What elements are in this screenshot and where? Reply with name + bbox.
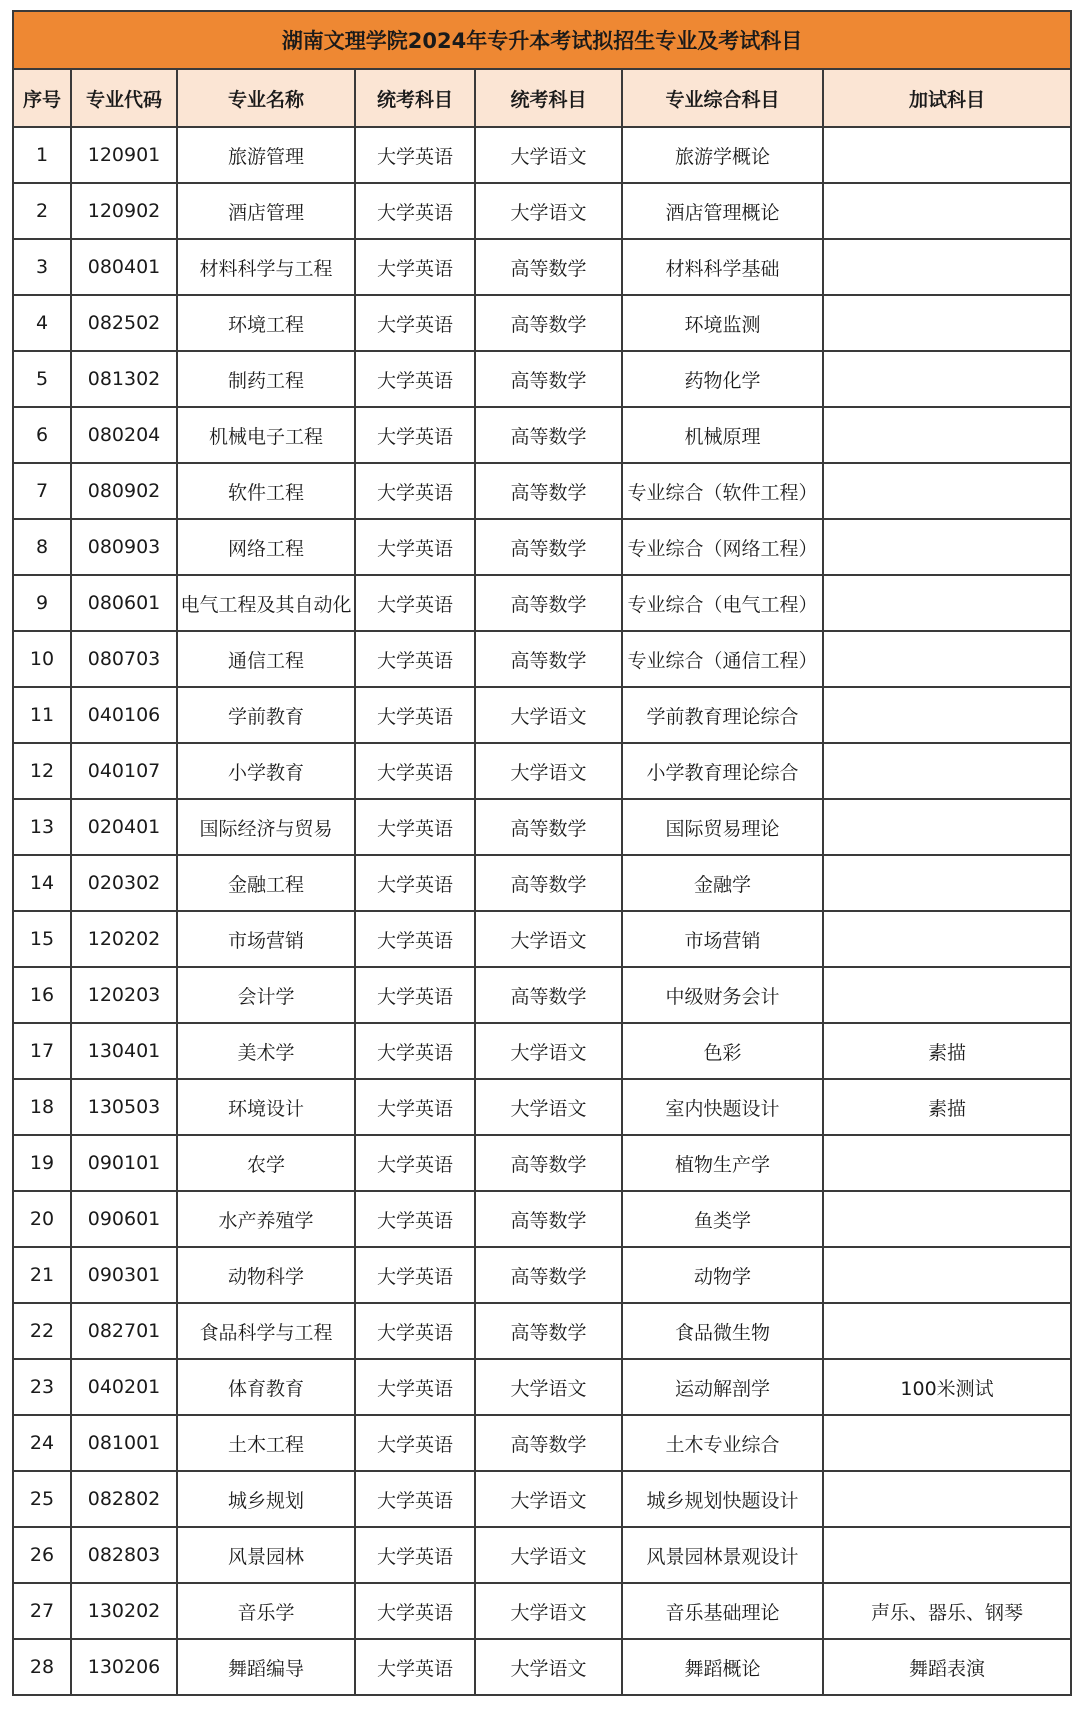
table-row [13,239,1071,295]
cell-major-name: 旅游管理 [177,127,355,183]
cell-extra-exam [823,799,1071,855]
cell-unified-subject-2: 高等数学 [475,463,622,519]
cell-major-code: 120901 [71,127,177,183]
cell-major-name: 通信工程 [177,631,355,687]
cell-major-name: 水产养殖学 [177,1191,355,1247]
cell-index: 15 [13,911,71,967]
cell-major-comprehensive: 机械原理 [622,407,823,463]
cell-index: 27 [13,1583,71,1639]
cell-major-name: 金融工程 [177,855,355,911]
cell-extra-exam: 素描 [823,1023,1071,1079]
cell-unified-subject-1: 大学英语 [355,967,475,1023]
cell-unified-subject-1: 大学英语 [355,1359,475,1415]
cell-index: 24 [13,1415,71,1471]
table-row [13,911,1071,967]
cell-index: 17 [13,1023,71,1079]
table-row [13,1303,1071,1359]
cell-major-comprehensive: 小学教育理论综合 [622,743,823,799]
cell-unified-subject-2: 大学语文 [475,1639,622,1695]
table-row [13,183,1071,239]
cell-major-comprehensive: 学前教育理论综合 [622,687,823,743]
cell-unified-subject-2: 大学语文 [475,1471,622,1527]
cell-index: 5 [13,351,71,407]
table-body [13,127,1071,1695]
table-row [13,1359,1071,1415]
cell-unified-subject-2: 高等数学 [475,519,622,575]
cell-unified-subject-1: 大学英语 [355,1135,475,1191]
cell-unified-subject-2: 高等数学 [475,239,622,295]
cell-unified-subject-2: 大学语文 [475,687,622,743]
cell-major-name: 酒店管理 [177,183,355,239]
cell-major-comprehensive: 运动解剖学 [622,1359,823,1415]
table-row [13,407,1071,463]
cell-major-code: 081302 [71,351,177,407]
cell-major-code: 080401 [71,239,177,295]
cell-unified-subject-1: 大学英语 [355,239,475,295]
cell-extra-exam: 舞蹈表演 [823,1639,1071,1695]
header-major-name: 专业名称 [177,69,355,127]
cell-unified-subject-2: 高等数学 [475,351,622,407]
header-major-comprehensive: 专业综合科目 [622,69,823,127]
table-row [13,1135,1071,1191]
cell-index: 12 [13,743,71,799]
cell-index: 4 [13,295,71,351]
cell-major-name: 小学教育 [177,743,355,799]
cell-major-name: 美术学 [177,1023,355,1079]
cell-major-comprehensive: 风景园林景观设计 [622,1527,823,1583]
cell-major-code: 082803 [71,1527,177,1583]
header-row [13,69,1071,127]
cell-unified-subject-1: 大学英语 [355,1023,475,1079]
cell-unified-subject-2: 大学语文 [475,127,622,183]
cell-index: 2 [13,183,71,239]
cell-unified-subject-1: 大学英语 [355,1639,475,1695]
cell-unified-subject-2: 高等数学 [475,631,622,687]
table-row [13,1415,1071,1471]
cell-unified-subject-1: 大学英语 [355,183,475,239]
cell-major-name: 材料科学与工程 [177,239,355,295]
cell-unified-subject-1: 大学英语 [355,519,475,575]
cell-major-comprehensive: 室内快题设计 [622,1079,823,1135]
table-row [13,127,1071,183]
cell-unified-subject-1: 大学英语 [355,1079,475,1135]
cell-major-name: 城乡规划 [177,1471,355,1527]
cell-unified-subject-2: 高等数学 [475,575,622,631]
cell-major-name: 环境工程 [177,295,355,351]
table-row [13,463,1071,519]
cell-unified-subject-2: 大学语文 [475,911,622,967]
cell-major-name: 会计学 [177,967,355,1023]
table-row [13,519,1071,575]
cell-extra-exam: 声乐、器乐、钢琴 [823,1583,1071,1639]
cell-major-comprehensive: 动物学 [622,1247,823,1303]
cell-major-comprehensive: 音乐基础理论 [622,1583,823,1639]
cell-unified-subject-1: 大学英语 [355,687,475,743]
cell-major-code: 090301 [71,1247,177,1303]
cell-index: 21 [13,1247,71,1303]
cell-extra-exam [823,1135,1071,1191]
cell-major-comprehensive: 专业综合（网络工程） [622,519,823,575]
cell-index: 28 [13,1639,71,1695]
subjects-table [12,10,1072,1696]
cell-unified-subject-1: 大学英语 [355,1191,475,1247]
cell-extra-exam [823,1527,1071,1583]
cell-extra-exam [823,351,1071,407]
cell-major-comprehensive: 专业综合（电气工程） [622,575,823,631]
cell-unified-subject-2: 高等数学 [475,1191,622,1247]
table-row [13,743,1071,799]
cell-major-name: 体育教育 [177,1359,355,1415]
cell-unified-subject-2: 大学语文 [475,1079,622,1135]
table-row [13,631,1071,687]
cell-extra-exam [823,239,1071,295]
cell-major-comprehensive: 金融学 [622,855,823,911]
cell-extra-exam: 100米测试 [823,1359,1071,1415]
cell-unified-subject-1: 大学英语 [355,1527,475,1583]
table-row [13,799,1071,855]
cell-extra-exam [823,687,1071,743]
cell-extra-exam [823,407,1071,463]
cell-major-name: 土木工程 [177,1415,355,1471]
cell-major-comprehensive: 舞蹈概论 [622,1639,823,1695]
cell-major-code: 080902 [71,463,177,519]
cell-major-code: 080903 [71,519,177,575]
cell-index: 8 [13,519,71,575]
title-row [13,11,1071,69]
cell-index: 23 [13,1359,71,1415]
cell-major-code: 082701 [71,1303,177,1359]
header-index: 序号 [13,69,71,127]
cell-major-comprehensive: 旅游学概论 [622,127,823,183]
cell-unified-subject-1: 大学英语 [355,295,475,351]
cell-major-comprehensive: 国际贸易理论 [622,799,823,855]
cell-index: 6 [13,407,71,463]
cell-extra-exam [823,575,1071,631]
cell-unified-subject-1: 大学英语 [355,1471,475,1527]
cell-major-comprehensive: 环境监测 [622,295,823,351]
cell-index: 22 [13,1303,71,1359]
table-row [13,295,1071,351]
cell-major-name: 音乐学 [177,1583,355,1639]
cell-unified-subject-2: 大学语文 [475,183,622,239]
cell-major-comprehensive: 城乡规划快题设计 [622,1471,823,1527]
cell-major-code: 080204 [71,407,177,463]
cell-unified-subject-1: 大学英语 [355,407,475,463]
cell-major-code: 020401 [71,799,177,855]
cell-major-name: 网络工程 [177,519,355,575]
table-row [13,1023,1071,1079]
cell-major-comprehensive: 鱼类学 [622,1191,823,1247]
cell-unified-subject-2: 高等数学 [475,295,622,351]
cell-extra-exam [823,631,1071,687]
table-row [13,351,1071,407]
admission-subjects-sheet [12,10,1070,1696]
cell-unified-subject-2: 高等数学 [475,799,622,855]
cell-extra-exam [823,911,1071,967]
cell-major-comprehensive: 土木专业综合 [622,1415,823,1471]
cell-major-name: 学前教育 [177,687,355,743]
cell-major-code: 040201 [71,1359,177,1415]
cell-unified-subject-2: 高等数学 [475,1135,622,1191]
cell-unified-subject-2: 高等数学 [475,1303,622,1359]
table-row [13,687,1071,743]
cell-unified-subject-1: 大学英语 [355,351,475,407]
table-row [13,1527,1071,1583]
cell-extra-exam [823,1191,1071,1247]
table-row [13,1471,1071,1527]
cell-major-code: 130503 [71,1079,177,1135]
cell-unified-subject-2: 大学语文 [475,743,622,799]
cell-major-name: 动物科学 [177,1247,355,1303]
cell-unified-subject-1: 大学英语 [355,799,475,855]
cell-extra-exam [823,1247,1071,1303]
cell-unified-subject-2: 高等数学 [475,1247,622,1303]
cell-index: 1 [13,127,71,183]
cell-extra-exam [823,127,1071,183]
cell-major-name: 食品科学与工程 [177,1303,355,1359]
cell-major-code: 040107 [71,743,177,799]
cell-major-name: 软件工程 [177,463,355,519]
cell-major-code: 120902 [71,183,177,239]
header-unified-subject-1: 统考科目 [355,69,475,127]
cell-major-comprehensive: 植物生产学 [622,1135,823,1191]
cell-unified-subject-2: 高等数学 [475,855,622,911]
cell-major-comprehensive: 专业综合（软件工程） [622,463,823,519]
cell-index: 20 [13,1191,71,1247]
cell-index: 16 [13,967,71,1023]
cell-major-code: 082802 [71,1471,177,1527]
cell-major-comprehensive: 中级财务会计 [622,967,823,1023]
cell-index: 25 [13,1471,71,1527]
cell-extra-exam [823,855,1071,911]
table-row [13,575,1071,631]
cell-extra-exam [823,183,1071,239]
cell-index: 3 [13,239,71,295]
cell-major-comprehensive: 市场营销 [622,911,823,967]
cell-major-code: 020302 [71,855,177,911]
cell-extra-exam [823,463,1071,519]
cell-major-code: 120203 [71,967,177,1023]
cell-major-name: 制药工程 [177,351,355,407]
cell-major-code: 040106 [71,687,177,743]
table-row [13,1191,1071,1247]
cell-unified-subject-2: 大学语文 [475,1359,622,1415]
cell-unified-subject-1: 大学英语 [355,575,475,631]
table-row [13,1247,1071,1303]
cell-unified-subject-2: 大学语文 [475,1023,622,1079]
cell-unified-subject-1: 大学英语 [355,1303,475,1359]
cell-major-comprehensive: 酒店管理概论 [622,183,823,239]
cell-unified-subject-1: 大学英语 [355,631,475,687]
cell-extra-exam [823,743,1071,799]
cell-unified-subject-1: 大学英语 [355,911,475,967]
table-title: 湖南文理学院2024年专升本考试拟招生专业及考试科目 [13,11,1071,69]
cell-major-code: 130401 [71,1023,177,1079]
cell-major-comprehensive: 专业综合（通信工程） [622,631,823,687]
cell-extra-exam: 素描 [823,1079,1071,1135]
cell-unified-subject-1: 大学英语 [355,127,475,183]
cell-major-name: 风景园林 [177,1527,355,1583]
cell-index: 18 [13,1079,71,1135]
cell-unified-subject-1: 大学英语 [355,855,475,911]
cell-unified-subject-2: 大学语文 [475,1583,622,1639]
cell-index: 26 [13,1527,71,1583]
cell-index: 13 [13,799,71,855]
cell-unified-subject-2: 高等数学 [475,407,622,463]
cell-major-name: 机械电子工程 [177,407,355,463]
cell-unified-subject-2: 高等数学 [475,1415,622,1471]
cell-extra-exam [823,1415,1071,1471]
cell-major-comprehensive: 色彩 [622,1023,823,1079]
table-row [13,1079,1071,1135]
cell-unified-subject-1: 大学英语 [355,1415,475,1471]
cell-major-code: 080601 [71,575,177,631]
header-extra-exam: 加试科目 [823,69,1071,127]
cell-major-name: 国际经济与贸易 [177,799,355,855]
cell-major-code: 080703 [71,631,177,687]
cell-index: 10 [13,631,71,687]
cell-unified-subject-1: 大学英语 [355,743,475,799]
cell-index: 19 [13,1135,71,1191]
cell-major-code: 081001 [71,1415,177,1471]
cell-major-name: 环境设计 [177,1079,355,1135]
table-row [13,1583,1071,1639]
cell-extra-exam [823,1303,1071,1359]
cell-major-code: 090101 [71,1135,177,1191]
header-unified-subject-2: 统考科目 [475,69,622,127]
cell-unified-subject-1: 大学英语 [355,1583,475,1639]
cell-extra-exam [823,1471,1071,1527]
cell-index: 14 [13,855,71,911]
cell-major-comprehensive: 食品微生物 [622,1303,823,1359]
table-row [13,967,1071,1023]
cell-unified-subject-2: 大学语文 [475,1527,622,1583]
cell-major-code: 130202 [71,1583,177,1639]
cell-unified-subject-2: 高等数学 [475,967,622,1023]
cell-index: 7 [13,463,71,519]
cell-index: 9 [13,575,71,631]
cell-extra-exam [823,295,1071,351]
cell-extra-exam [823,967,1071,1023]
cell-index: 11 [13,687,71,743]
cell-major-name: 电气工程及其自动化 [177,575,355,631]
cell-major-code: 120202 [71,911,177,967]
cell-major-code: 130206 [71,1639,177,1695]
table-row [13,855,1071,911]
cell-major-name: 市场营销 [177,911,355,967]
cell-major-code: 082502 [71,295,177,351]
cell-extra-exam [823,519,1071,575]
table-row [13,1639,1071,1695]
cell-major-code: 090601 [71,1191,177,1247]
cell-major-comprehensive: 材料科学基础 [622,239,823,295]
cell-unified-subject-1: 大学英语 [355,463,475,519]
cell-unified-subject-1: 大学英语 [355,1247,475,1303]
header-major-code: 专业代码 [71,69,177,127]
cell-major-name: 舞蹈编导 [177,1639,355,1695]
cell-major-comprehensive: 药物化学 [622,351,823,407]
cell-major-name: 农学 [177,1135,355,1191]
